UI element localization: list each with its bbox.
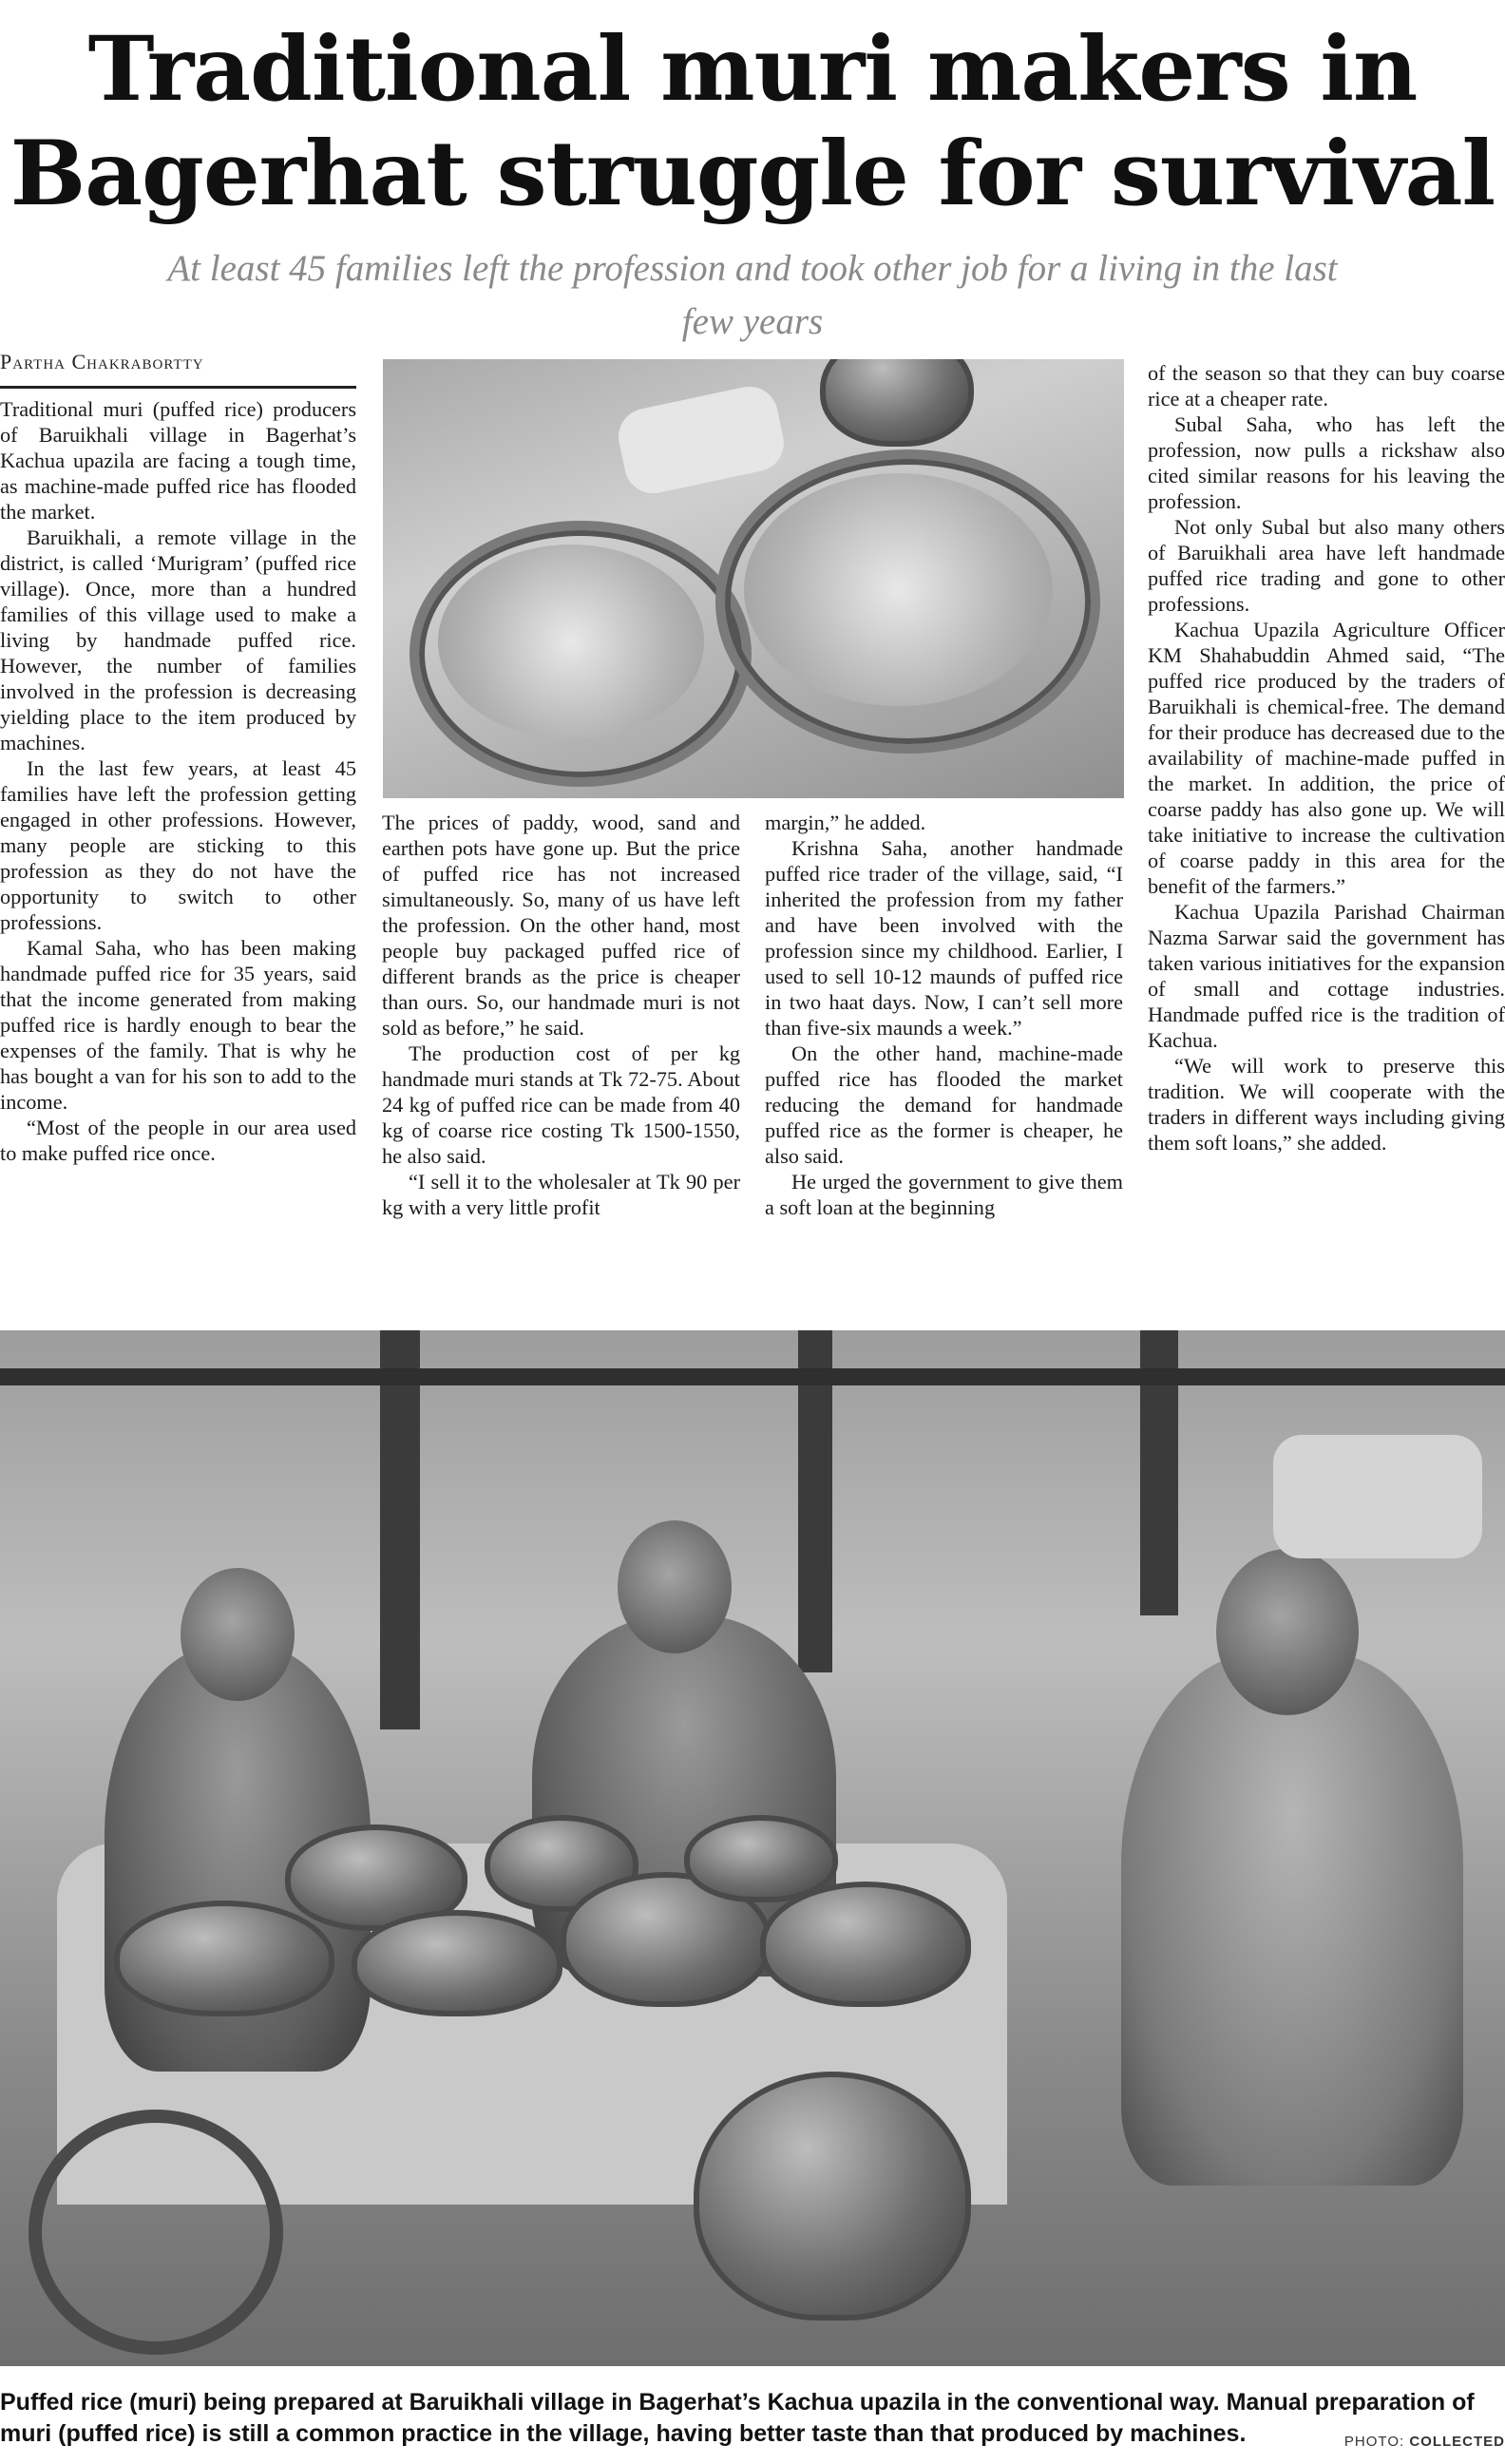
muri-makers-photo [0, 1330, 1505, 2366]
headline-line-2: Bagerhat struggle for survival [10, 122, 1495, 226]
photo-caption: Puffed rice (muri) being prepared at Baruikhali village in Bagerhat’s Kachua upazila in the conventional way. Manual preparation of muri (puffed rice) is still a common practice in the village, having better taste than that produced by machines. [0, 2389, 1475, 2447]
wooden-post [380, 1330, 420, 1729]
clay-pot [114, 1901, 334, 2016]
man-right-head [1216, 1549, 1359, 1715]
photo-credit [1344, 2434, 1505, 2450]
paragraph: In the last few years, at least 45 families have left the profession getting engaged in other professions. However, many people are sticking to this profession as they do not have the opportunity to switch to other professions. [0, 756, 356, 934]
paragraph: “I sell it to the wholesaler at Tk 90 per kg with a very little profit [382, 1170, 740, 1219]
clay-pot [352, 1910, 562, 2016]
article-column-4 [1148, 360, 1505, 1294]
feed-sack [1273, 1435, 1482, 1558]
paragraph: Subal Saha, who has left the profession, now pulls a rickshaw also cited similar reasons for his leaving the profession. [1148, 412, 1505, 513]
paragraph: On the other hand, machine-made puffed rice has flooded the market reducing the demand for handmade puffed rice as the former is cheaper, he also said. [765, 1041, 1123, 1168]
cloth-sack [614, 381, 790, 498]
pot-rim [29, 2110, 283, 2355]
article-column-2 [382, 810, 740, 1294]
byline: Partha Chakrabortty [0, 350, 356, 389]
photo-credit-label: PHOTO: [1343, 2434, 1405, 2450]
roof-beam [0, 1368, 1505, 1385]
right-bowl-rice [744, 473, 1053, 706]
article-column-3 [765, 810, 1123, 1294]
paragraph: “Most of the people in our area used to make puffed rice once. [0, 1116, 356, 1165]
subheadline: At least 45 families left the profession and took other job for a living in the last few years [167, 248, 1338, 342]
paragraph: He urged the government to give them a soft loan at the beginning [765, 1170, 1123, 1219]
paragraph: The production cost of per kg handmade muri stands at Tk 72-75. About 24 kg of puffed rice can be made from 40 kg of coarse rice costing Tk 1500-1550, he also said. [382, 1041, 740, 1168]
paragraph: Not only Subal but also many others of Baruikhali area have left handmade puffed rice trading and gone to other professions. [1148, 515, 1505, 616]
man-right [1121, 1653, 1463, 2186]
headline [0, 17, 1505, 226]
paragraph: of the season so that they can buy coarse rice at a cheaper rate. [1148, 361, 1505, 411]
paragraph: Kachua Upazila Parishad Chairman Nazma Sarwar said the government has taken various initiatives for the expansion of small and cottage industries. Handmade puffed rice is the tradition of Kachua. [1148, 900, 1505, 1052]
headline-line-1: Traditional muri makers in [87, 17, 1418, 122]
paragraph: Baruikhali, a remote village in the district, is called ‘Murigram’ (puffed rice village). Once, more than a hundred families of this village used to make a living by handmade puffed rice. However, the number of families involved in the profession is decreasing yielding place to the item produced by machines. [0, 525, 356, 754]
paragraph: Krishna Saha, another handmade puffed rice trader of the village, said, “I inherited the profession from my father and have been involved with the profession since my childhood. Earlier, I used to sell 10-12 maunds of puffed rice in two haat days. Now, I can’t sell more than five-six maunds a week.” [765, 836, 1123, 1040]
large-clay-pot [694, 2072, 971, 2321]
clay-pot [820, 359, 974, 447]
paragraph: Kamal Saha, who has been making handmade puffed rice for 35 years, said that the income generated from making puffed rice is hardly enough to bear the expenses of the family. That is why he has bought a van for his son to add to the income. [0, 936, 356, 1114]
left-bowl-rice [438, 544, 704, 739]
paragraph: “We will work to preserve this tradition. We will cooperate with the traders in different ways including giving them soft loans,” she added. [1148, 1054, 1505, 1155]
paragraph: The prices of paddy, wood, sand and earthen pots have gone up. But the price of puffed rice has not increased simultaneously. So, many of us have left the profession. On the other hand, most people buy packaged puffed rice of different brands as the price is cheaper than ours. So, our handmade muri is not sold as before,” he said. [382, 811, 740, 1040]
article-column-1 [0, 396, 356, 1294]
woman-left-head [181, 1568, 295, 1701]
paragraph: Traditional muri (puffed rice) producers of Baruikhali village in Bagerhat’s Kachua upazila are facing a tough time, as machine-made puffed rice has flooded the market. [0, 397, 356, 524]
puffed-rice-bowls-photo [383, 359, 1124, 798]
paragraph: Kachua Upazila Agriculture Officer KM Shahabuddin Ahmed said, “The puffed rice produced by the traders of Baruikhali is chemical-free. The demand for their produce has decreased due to the availability of machine-made puffed in the market. In addition, the price of coarse paddy has also gone up. We will take initiative to increase the cultivation of coarse paddy in this area for the benefit of the farmers.” [1148, 618, 1505, 898]
woman-center-head [618, 1520, 732, 1653]
paragraph: margin,” he added. [765, 811, 926, 834]
photo-credit-value: COLLECTED [1409, 2434, 1505, 2450]
clay-pot [760, 1881, 971, 2007]
